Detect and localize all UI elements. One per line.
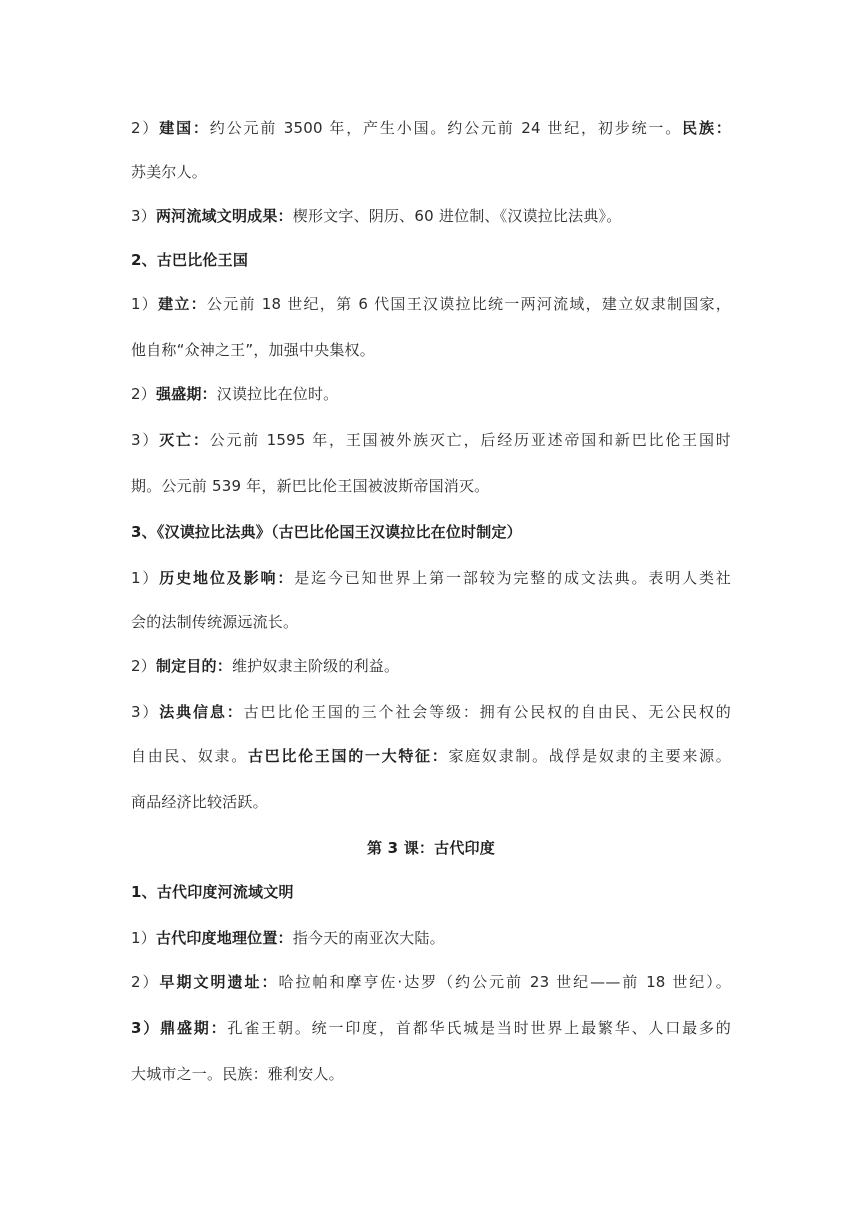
- bold-term: 强盛期：: [155, 385, 217, 403]
- text-span: 指今天的南亚次大陆。: [292, 929, 445, 947]
- text-span: 3）: [131, 703, 160, 721]
- text-line: [131, 206, 731, 226]
- text-line: [131, 928, 731, 948]
- bold-term: 早期文明遗址：: [159, 973, 279, 991]
- text-line: [131, 746, 731, 766]
- text-span: 3）: [131, 207, 156, 225]
- text-span: 2）: [131, 385, 156, 403]
- bold-term: 古巴比伦王国的一大特征：: [247, 747, 449, 765]
- bold-term: 古代印度地理位置：: [155, 929, 293, 947]
- text-line: [131, 430, 731, 450]
- text-span: 期。公元前 539 年，新巴比伦王国被波斯帝国消灭。: [131, 477, 490, 495]
- bold-term: 民族：: [682, 119, 731, 137]
- text-span: 楔形文字、阴历、60 进位制、《汉谟拉比法典》。: [292, 207, 622, 225]
- bold-term: 制定目的：: [155, 657, 232, 675]
- heading-text: 2、古巴比伦王国: [131, 251, 249, 269]
- text-span: 约公元前 3500 年，产生小国。约公元前 24 世纪，初步统一。: [209, 119, 683, 137]
- text-line: [131, 294, 731, 314]
- text-line: [131, 972, 731, 992]
- text-span: 会的法制传统源远流长。: [131, 613, 299, 631]
- text-span: 1）: [131, 569, 160, 587]
- text-span: 自由民、奴隶。: [131, 747, 248, 765]
- text-span: 公元前 18 世纪，第 6 代国王汉谟拉比统一两河流域，建立奴隶制国家，: [206, 295, 732, 313]
- text-span: 哈拉帕和摩亨佐·达罗（约公元前 23 世纪——前 18 世纪）。: [278, 973, 731, 991]
- section-heading: [131, 522, 731, 542]
- bold-term: 3）鼎盛期：: [131, 1019, 228, 1037]
- text-line: [131, 340, 731, 360]
- text-line: [131, 1018, 731, 1038]
- text-span: 商品经济比较活跃。: [131, 793, 268, 811]
- text-span: 苏美尔人。: [131, 163, 208, 181]
- text-span: 2）: [131, 657, 156, 675]
- text-span: 2）: [131, 119, 160, 137]
- bold-term: 两河流域文明成果：: [155, 207, 293, 225]
- text-line: [131, 118, 731, 138]
- text-span: 古巴比伦王国的三个社会等级：拥有公民权的自由民、无公民权的: [243, 703, 731, 721]
- text-line: [131, 476, 731, 496]
- text-span: 3）: [131, 431, 160, 449]
- text-span: 汉谟拉比在位时。: [216, 385, 339, 403]
- text-line: [131, 656, 731, 676]
- bold-term: 历史地位及影响：: [159, 569, 295, 587]
- text-span: 大城市之一。民族：雅利安人。: [131, 1065, 344, 1083]
- section-heading: [131, 250, 731, 270]
- text-span: 1）: [131, 929, 156, 947]
- bold-term: 灭亡：: [159, 431, 210, 449]
- heading-text: 3、《汉谟拉比法典》（古巴比伦国王汉谟拉比在位时制定）: [131, 523, 522, 541]
- text-span: 他自称“众神之王”，加强中央集权。: [131, 341, 375, 359]
- text-span: 1）: [131, 295, 159, 313]
- text-line: [131, 162, 731, 182]
- text-span: 孔雀王朝。统一印度，首都华氏城是当时世界上最繁华、人口最多的: [227, 1019, 731, 1037]
- text-span: 家庭奴隶制。战俘是奴隶的主要来源。: [448, 747, 731, 765]
- text-line: [131, 792, 731, 812]
- text-span: 是迄今已知世界上第一部较为完整的成文法典。表明人类社: [294, 569, 732, 587]
- text-line: [131, 702, 731, 722]
- text-line: [131, 384, 731, 404]
- bold-term: 建立：: [158, 295, 207, 313]
- heading-text: 1、古代印度河流域文明: [131, 883, 294, 901]
- text-line: [131, 1064, 731, 1084]
- lesson-title: [131, 838, 731, 858]
- bold-term: 建国：: [159, 119, 210, 137]
- heading-text: 第 3 课：古代印度: [367, 839, 495, 857]
- section-heading: [131, 882, 731, 902]
- text-span: 2）: [131, 973, 160, 991]
- bold-term: 法典信息：: [159, 703, 244, 721]
- text-span: 维护奴隶主阶级的利益。: [231, 657, 400, 675]
- text-line: [131, 568, 731, 588]
- text-line: [131, 612, 731, 632]
- text-span: 公元前 1595 年，王国被外族灭亡，后经历亚述帝国和新巴比伦王国时: [209, 431, 731, 449]
